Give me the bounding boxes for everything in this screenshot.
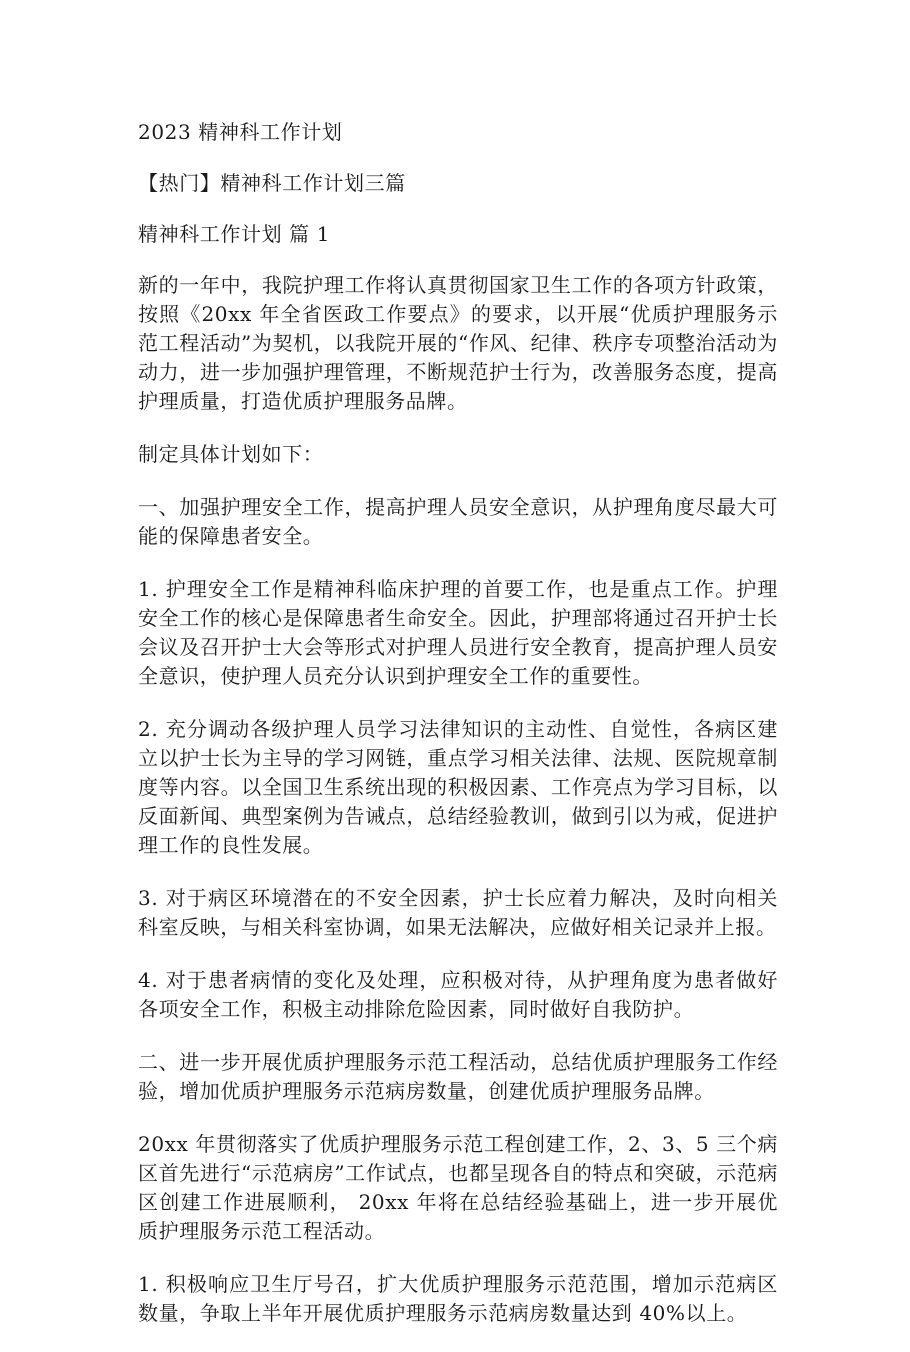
paragraph-section-one: 一、加强护理安全工作，提高护理人员安全意识，从护理角度尽最大可能的保障患者安全。 <box>138 495 778 548</box>
paragraph-plan-lead: 制定具体计划如下： <box>138 442 324 466</box>
paragraph-item-4: 4. 对于患者病情的变化及处理，应积极对待，从护理角度为患者做好各项安全工作，积极主动排除危险因素，同时做好自我防护。 <box>138 968 778 1021</box>
paragraph-section-two-summary: 20xx 年贯彻落实了优质护理服务示范工程创建工作，2、3、5 三个病区首先进行“示范病房”工作试点，也都呈现各自的特点和突破，示范病区创建工作进展顺利， 20xx 年将在总结经验基础上，进一步开展优质护理服务示范工程活动。 <box>138 1132 778 1243</box>
paragraph-item-2: 2. 充分调动各级护理人员学习法律知识的主动性、自觉性，各病区建立以护士长为主导的学习网链，重点学习相关法律、法规、医院规章制度等内容。以全国卫生系统出现的积极因素、工作亮点为学习目标，以反面新闻、典型案例为告诫点，总结经验教训，做到引以为戒，促进护理工作的良性发展。 <box>138 717 778 857</box>
paragraph-item-1: 1. 护理安全工作是精神科临床护理的首要工作，也是重点工作。护理安全工作的核心是保障患者生命安全。因此，护理部将通过召开护士长会议及召开护士大会等形式对护理人员进行安全教育，提高护理人员安全意识，使护理人员充分认识到护理安全工作的重要性。 <box>138 577 778 688</box>
paragraph-intro: 新的一年中，我院护理工作将认真贯彻国家卫生工作的各项方针政策，按照《20xx 年全省医政工作要点》的要求，以开展“优质护理服务示范工程活动”为契机，以我院开展的“作风、纪律、秩序专项整治活动为动力，进一步加强护理管理，不断规范护士行为，改善服务态度，提高护理质量，打造优质护理服务品牌。 <box>138 273 778 413</box>
document-subtitle: 【热门】精神科工作计划三篇 <box>138 171 406 195</box>
document-title: 2023 精神科工作计划 <box>138 120 343 144</box>
section-heading: 精神科工作计划 篇 1 <box>138 222 331 246</box>
paragraph-section-two: 二、进一步开展优质护理服务示范工程活动，总结优质护理服务工作经验，增加优质护理服务示范病房数量，创建优质护理服务品牌。 <box>138 1050 778 1103</box>
document-body <box>138 118 778 1352</box>
paragraph-item-3: 3. 对于病区环境潜在的不安全因素，护士长应着力解决，及时向相关科室反映，与相关科室协调，如果无法解决，应做好相关记录并上报。 <box>138 886 778 939</box>
paragraph-section-two-item-1: 1. 积极响应卫生厅号召，扩大优质护理服务示范范围，增加示范病区数量，争取上半年开展优质护理服务示范病房数量达到 40%以上。 <box>138 1272 778 1325</box>
